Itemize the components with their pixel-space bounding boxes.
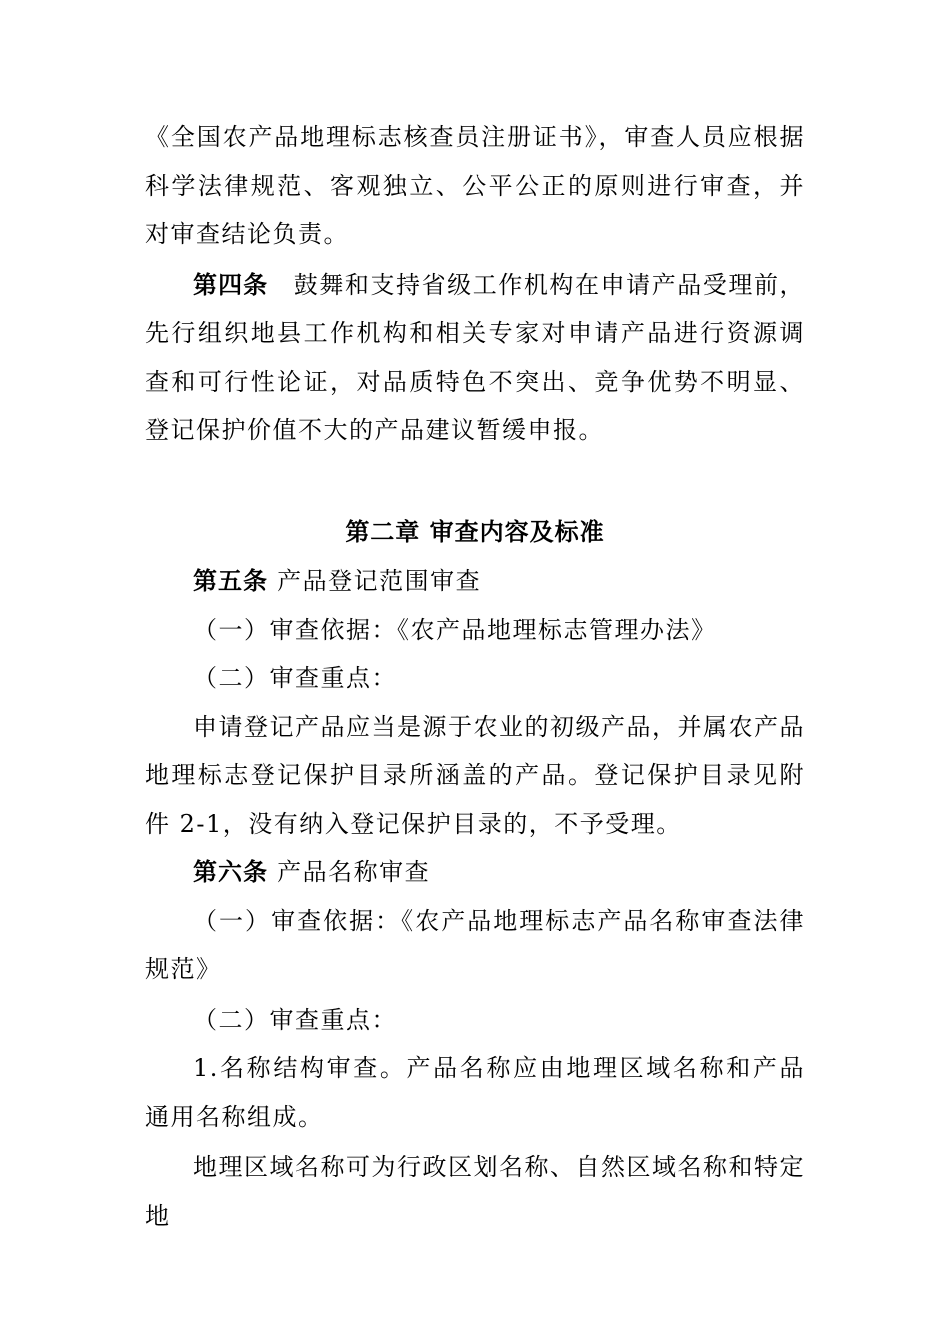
article-6-body: 地理区域名称可为行政区划名称、自然区域名称和特定地 [145,1153,805,1230]
article-6-heading [145,848,805,897]
article-4-text: 鼓舞和支持省级工作机构在申请产品受理前，先行组织地县工作机构和相关专家对申请产品进行资源调查和可行性论证，对品质特色不突出、竞争优势不明显、登记保护价值不大的产品建议暂缓申报。 [145,270,806,444]
article-5-body: 申请登记产品应当是源于农业的初级产品，并属农产品地理标志登记保护目录所涵盖的产品。登记保护目录见附件 2-1，没有纳入登记保护目录的，不予受理。 [145,712,805,838]
article-5-focus: （二）审查重点： [193,664,397,692]
article-4-number: 第四条 [193,270,269,299]
article-6-item-1: 1.名称结构审查。产品名称应由地理区域名称和产品通用名称组成。 [145,1054,805,1131]
article-5-title: 产品登记范围审查 [277,567,482,595]
article-6-number: 第六条 [193,858,268,886]
article-6-title: 产品名称审查 [277,858,431,886]
article-6-focus: （二）审查重点： [193,1005,397,1034]
chapter-title: 第二章 审查内容及标准 [345,518,605,546]
article-4 [145,261,805,455]
section-articles [145,557,805,1240]
section-intro [145,113,805,455]
article-5-number: 第五条 [193,567,268,595]
paragraph-intro: 《全国农产品地理标志核查员注册证书》，审查人员应根据科学法律规范、客观独立、公平公正的原则进行审查，并对审查结论负责。 [145,123,805,248]
article-5-heading [145,557,805,606]
article-5-basis: （一）审查依据：《农产品地理标志管理办法》 [193,615,717,644]
article-6-basis: （一）审查依据：《农产品地理标志产品名称审查法律规范》 [145,906,805,983]
